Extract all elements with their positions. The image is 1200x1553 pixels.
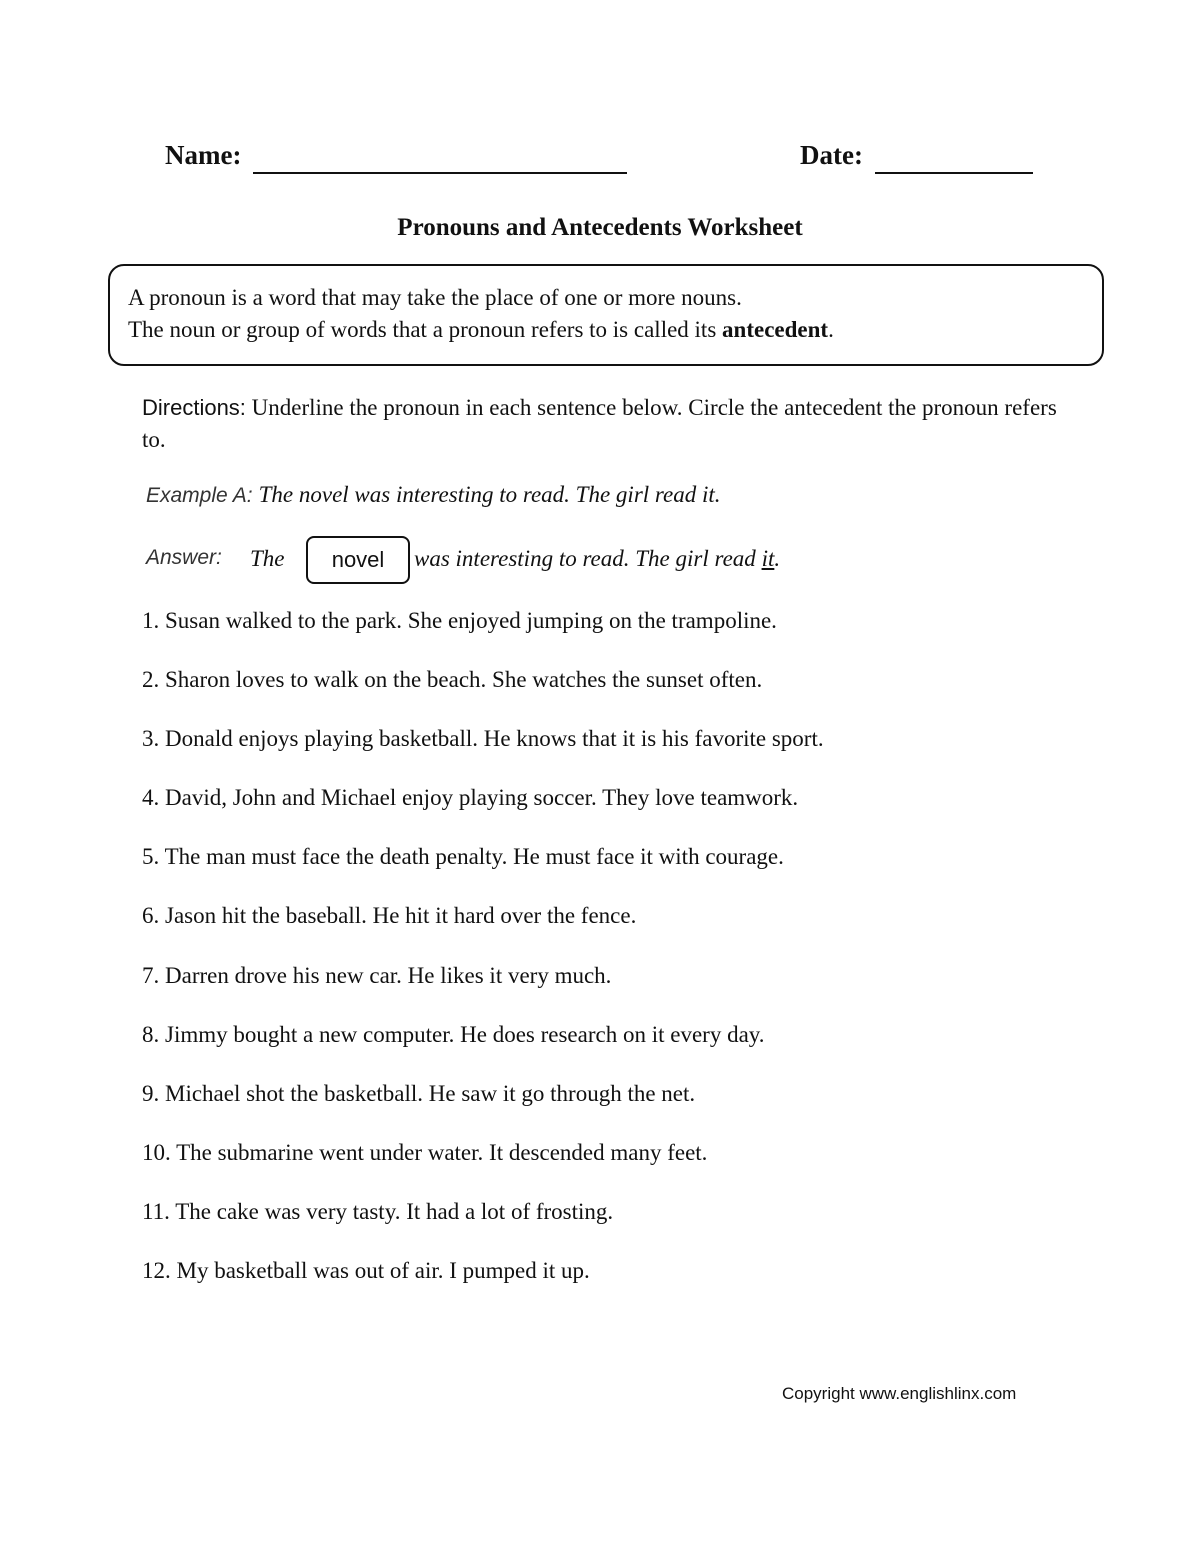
date-blank-line[interactable] [875,172,1033,174]
example-label: Example A: [146,484,253,507]
list-item: 4. David, John and Michael enjoy playing soccer. They love teamwork. [142,785,799,811]
directions [142,392,1062,456]
list-item: 2. Sharon loves to walk on the beach. She watches the sunset often. [142,667,763,693]
answer-rest [414,546,780,572]
worksheet-title: Pronouns and Antecedents Worksheet [397,214,803,241]
list-item: 12. My basketball was out of air. I pumped it up. [142,1258,590,1284]
list-item: 5. The man must face the death penalty. He must face it with courage. [142,844,784,870]
date-label: Date: [800,140,863,170]
underlined-pronoun: it [761,546,775,571]
list-item: 6. Jason hit the baseball. He hit it hard over the fence. [142,903,637,929]
directions-label: Directions: [142,395,246,420]
definition-line-2-text: The noun or group of words that a pronoun refers to is called its [128,317,717,342]
definition-line-1: A pronoun is a word that may take the place of one or more nouns. [128,285,742,310]
answer-label: Answer: [146,546,222,569]
answer-period: . [774,546,781,571]
list-item: 7. Darren drove his new car. He likes it very much. [142,962,612,988]
directions-text: Underline the pronoun in each sentence below. Circle the antecedent the pronoun refers to. [142,395,1057,452]
answer-the-word: The [250,546,285,571]
example-a [146,482,721,508]
antecedent-term: antecedent [722,317,829,342]
copyright-footer: Copyright www.englishlinx.com [782,1384,1017,1403]
name-blank-line[interactable] [253,172,627,174]
list-item: 3. Donald enjoys playing basketball. He knows that it is his favorite sport. [142,726,824,752]
definition-line-2 [128,314,1102,346]
list-item: 9. Michael shot the basketball. He saw it go through the net. [142,1080,696,1106]
definition-period: . [828,317,834,342]
sentence-list [142,604,824,1313]
list-item: 11. The cake was very tasty. It had a lot of frosting. [142,1198,614,1224]
answer-middle-text: was interesting to read. The girl read [414,546,756,571]
list-item: 8. Jimmy bought a new computer. He does research on it every day. [142,1021,765,1047]
header-row [165,140,1045,180]
list-item: 1. Susan walked to the park. She enjoyed jumping on the trampoline. [142,608,777,633]
list-item: 10. The submarine went under water. It descended many feet. [142,1139,708,1165]
definition-box [108,264,1104,366]
circled-antecedent: novel [306,536,410,584]
example-text: The novel was interesting to read. The girl read it. [258,482,721,507]
name-label: Name: [165,140,242,170]
